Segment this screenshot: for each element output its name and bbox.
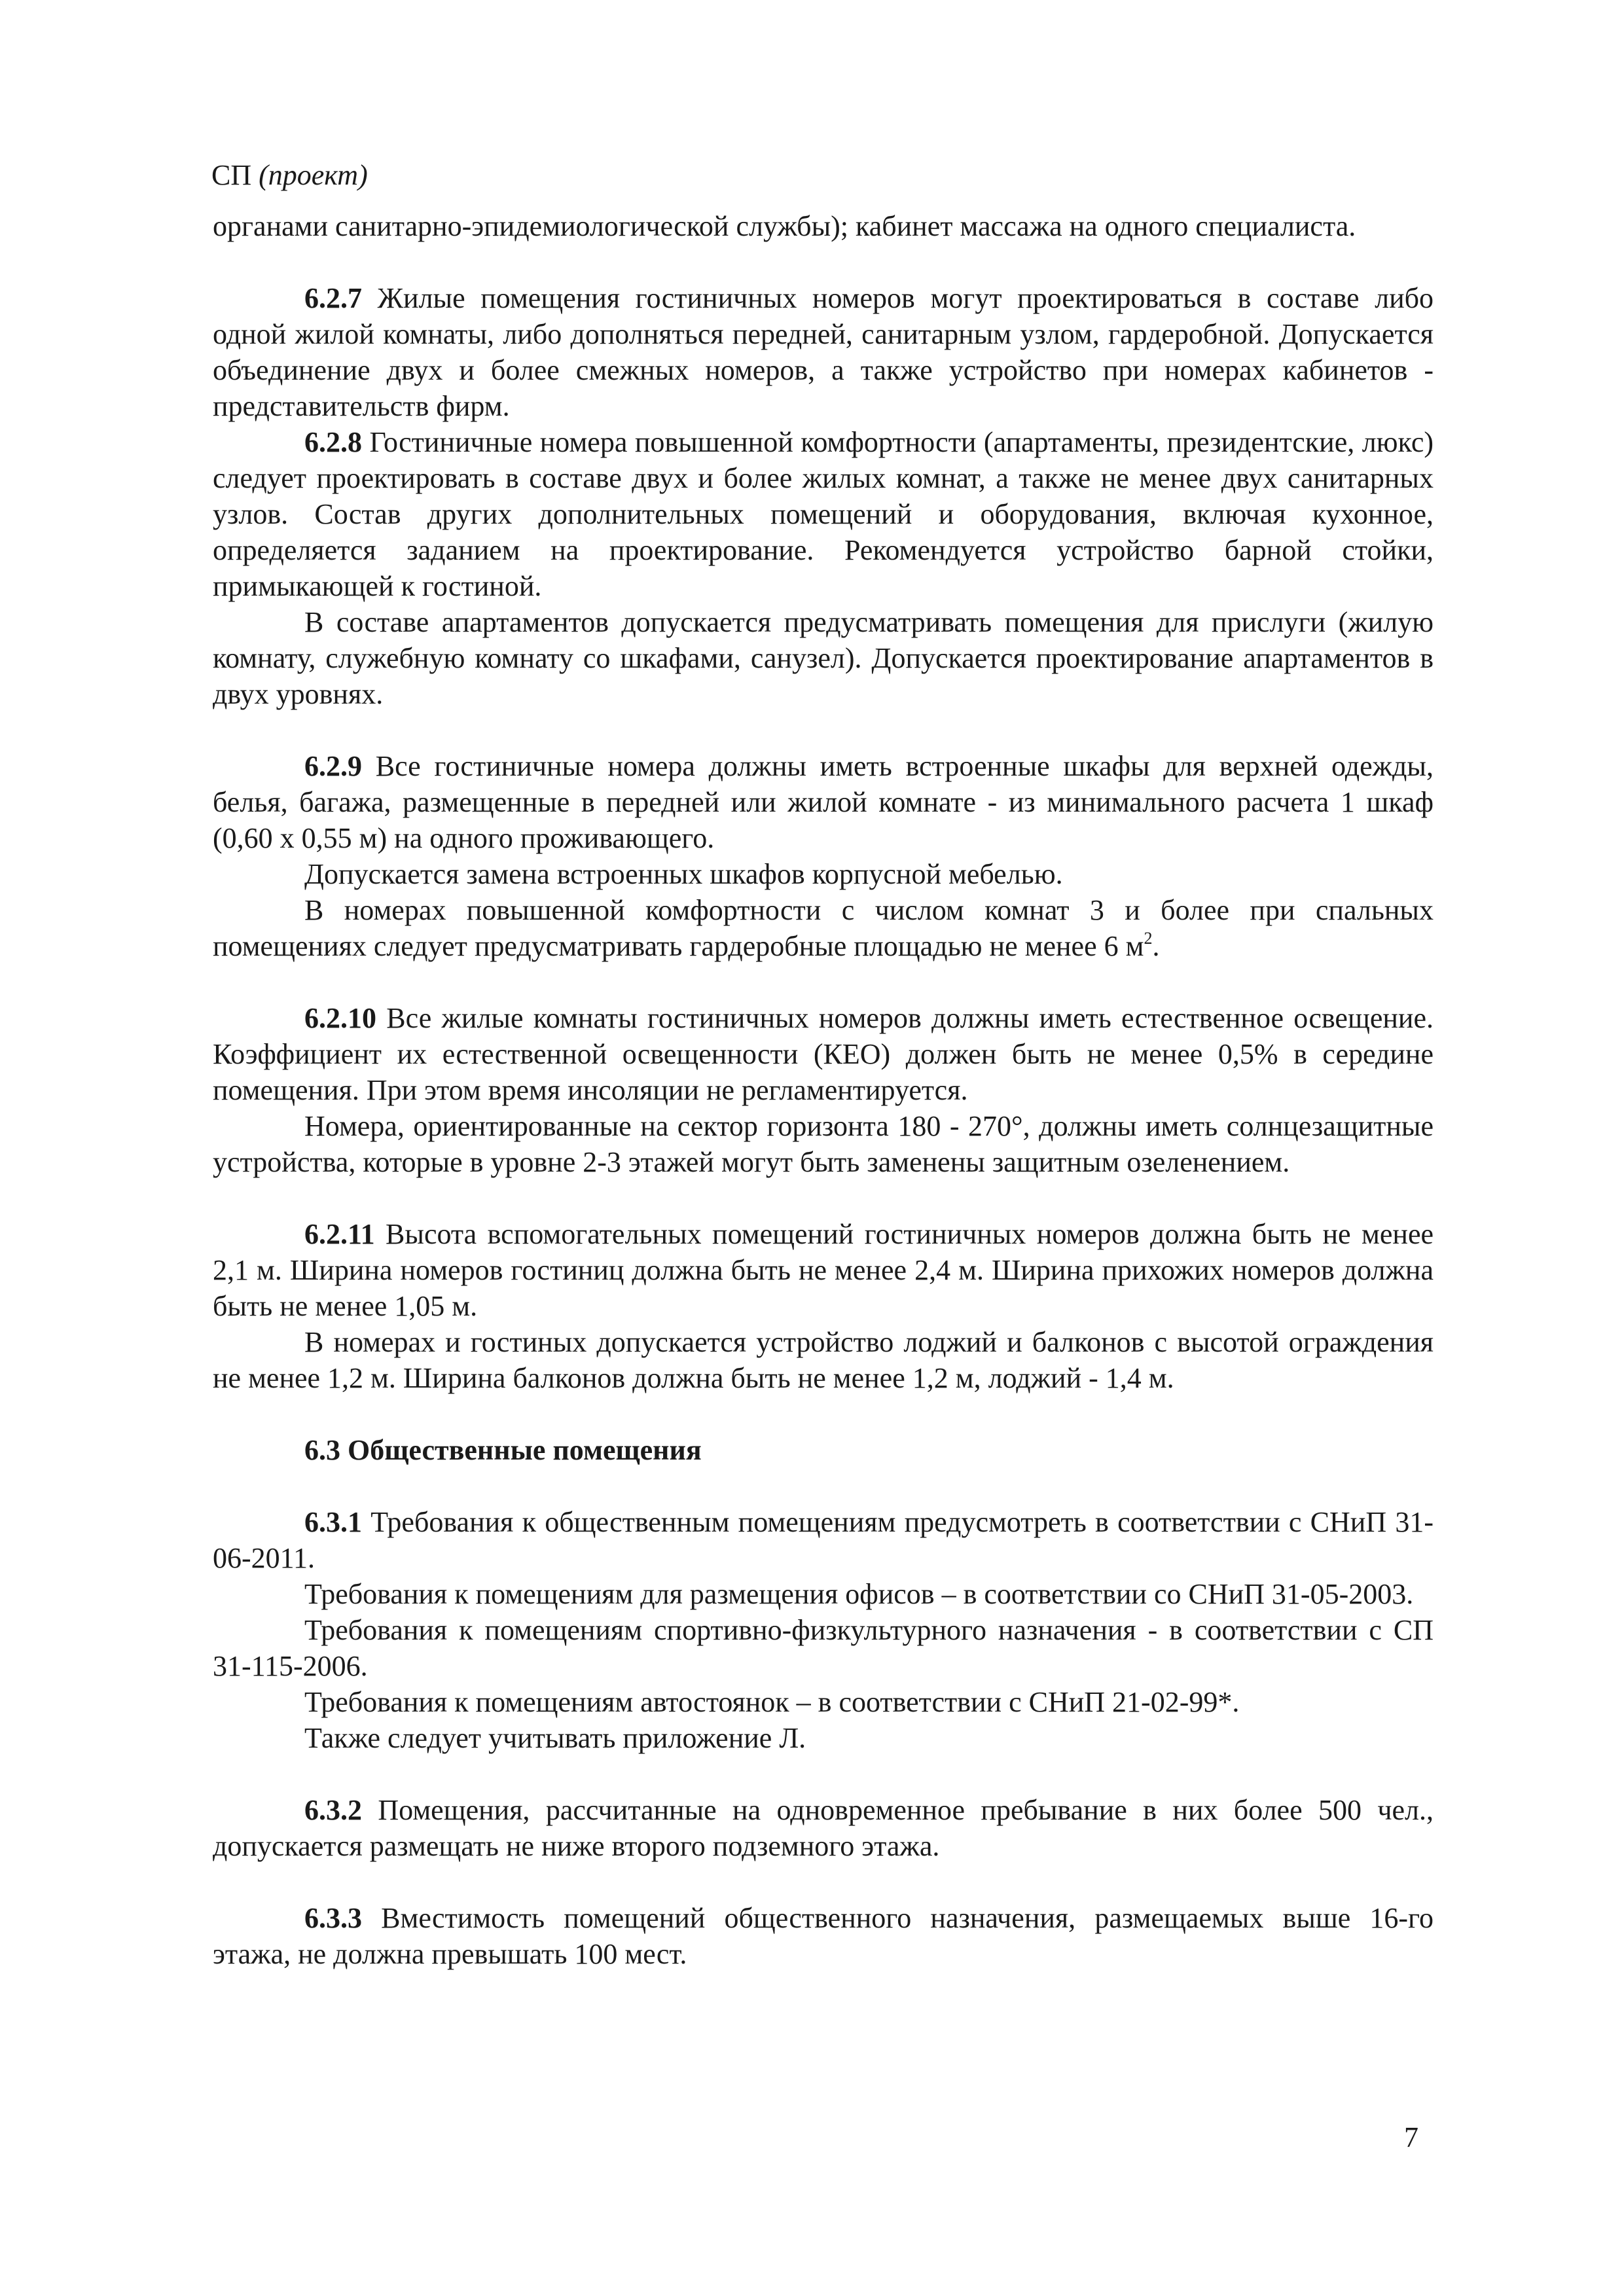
clause-text: Все гостиничные номера должны иметь встроенные шкафы для верхней одежды, белья, багажа, размещенные в передней или жилой комнате - из минимального расчета 1 шкаф (0,60 х 0,55 м) на одного проживающего. xyxy=(213,750,1434,854)
document-code: СП xyxy=(211,159,252,191)
page-header xyxy=(211,156,368,195)
clause-number: 6.2.10 xyxy=(304,1002,376,1034)
page-number: 7 xyxy=(1404,2121,1418,2153)
document-body xyxy=(213,208,1434,1972)
paragraph xyxy=(213,604,1434,712)
clause-number: 6.2.8 xyxy=(304,426,362,458)
paragraph-text: Требования к помещениям автостоянок – в соответствии с СНиП 21-02-99*. xyxy=(304,1686,1240,1718)
paragraph-text: Также следует учитывать приложение Л. xyxy=(304,1722,806,1754)
paragraph-text: В номерах и гостиных допускается устройство лоджий и балконов с высотой ограждения не менее 1,2 м. Ширина балконов должна быть не менее 1,2 м, лоджий - 1,4 м. xyxy=(213,1326,1434,1394)
clause-number: 6.2.11 xyxy=(304,1218,375,1250)
clause-number: 6.2.7 xyxy=(304,282,362,314)
clause-number: 6.3.2 xyxy=(304,1794,362,1826)
clause-text: Вместимость помещений общественного назначения, размещаемых выше 16-го этажа, не должна превышать 100 мест. xyxy=(213,1902,1434,1970)
paragraph xyxy=(213,1108,1434,1180)
clause-text: Требования к общественным помещениям предусмотреть в соответствии с СНиП 31-06-2011. xyxy=(213,1506,1434,1574)
paragraph-text: Допускается замена встроенных шкафов корпусной мебелью. xyxy=(304,858,1063,890)
clause-6-3-3 xyxy=(213,1900,1434,1972)
paragraph-text: В составе апартаментов допускается предусматривать помещения для прислуги (жилую комнату, служебную комнату со шкафами, санузел). Допускается проектирование апартаментов в двух уровнях. xyxy=(213,606,1434,710)
paragraph-text: В номерах повышенной комфортности с числом комнат 3 и более при спальных помещениях следует предусматривать гардеробные площадью не менее 6 м xyxy=(213,894,1434,962)
document-status: (проект) xyxy=(259,159,368,191)
clause-text: Жилые помещения гостиничных номеров могут проектироваться в составе либо одной жилой комнаты, либо дополняться передней, санитарным узлом, гардеробной. Допускается объединение двух и более смежных номеров, а также устройство при номерах кабинетов - представительств фирм. xyxy=(213,282,1434,422)
paragraph xyxy=(213,1612,1434,1684)
section-heading xyxy=(213,1432,1434,1468)
clause-number: 6.3.3 xyxy=(304,1902,362,1934)
paragraph-tail: . xyxy=(1152,930,1160,962)
paragraph xyxy=(213,1684,1434,1720)
clause-text: Высота вспомогательных помещений гостиничных номеров должна быть не менее 2,1 м. Ширина номеров гостиниц должна быть не менее 2,4 м. Ширина прихожих номеров должна быть не менее 1,05 м. xyxy=(213,1218,1434,1322)
clause-text: Гостиничные номера повышенной комфортности (апартаменты, президентские, люкс) следует проектировать в составе двух и более жилых комнат, а также не менее двух санитарных узлов. Состав других дополнительных помещений и оборудования, включая кухонное, определяется заданием на проектирование. Рекомендуется устройство барной стойки, примыкающей к гостиной. xyxy=(213,426,1434,602)
clause-6-3-1 xyxy=(213,1504,1434,1576)
clause-6-2-7 xyxy=(213,280,1434,424)
paragraph xyxy=(213,892,1434,964)
paragraph xyxy=(213,856,1434,892)
paragraph xyxy=(213,208,1434,244)
clause-number: 6.2.9 xyxy=(304,750,362,782)
clause-6-2-8 xyxy=(213,424,1434,604)
paragraph-text: органами санитарно-эпидемиологической службы); кабинет массажа на одного специалиста. xyxy=(213,210,1356,242)
paragraph-text: Номера, ориентированные на сектор горизонта 180 - 270°, должны иметь солнцезащитные устройства, которые в уровне 2-3 этажей могут быть заменены защитным озеленением. xyxy=(213,1110,1434,1178)
clause-text: Помещения, рассчитанные на одновременное пребывание в них более 500 чел., допускается размещать не ниже второго подземного этажа. xyxy=(213,1794,1434,1862)
clause-number: 6.3.1 xyxy=(304,1506,362,1538)
paragraph xyxy=(213,1576,1434,1612)
clause-text: Все жилые комнаты гостиничных номеров должны иметь естественное освещение. Коэффициент их естественной освещенности (КЕО) должен быть не менее 0,5% в середине помещения. При этом время инсоляции не регламентируется. xyxy=(213,1002,1434,1106)
clause-6-2-11 xyxy=(213,1216,1434,1324)
section-title: 6.3 Общественные помещения xyxy=(304,1434,702,1466)
clause-6-3-2 xyxy=(213,1792,1434,1864)
paragraph-text: Требования к помещениям для размещения офисов – в соответствии со СНиП 31-05-2003. xyxy=(304,1578,1414,1610)
superscript: 2 xyxy=(1144,929,1153,948)
paragraph-text: Требования к помещениям спортивно-физкультурного назначения - в соответствии с СП 31-115-2006. xyxy=(213,1614,1434,1682)
paragraph xyxy=(213,1720,1434,1756)
clause-6-2-9 xyxy=(213,748,1434,856)
paragraph xyxy=(213,1324,1434,1396)
clause-6-2-10 xyxy=(213,1000,1434,1108)
